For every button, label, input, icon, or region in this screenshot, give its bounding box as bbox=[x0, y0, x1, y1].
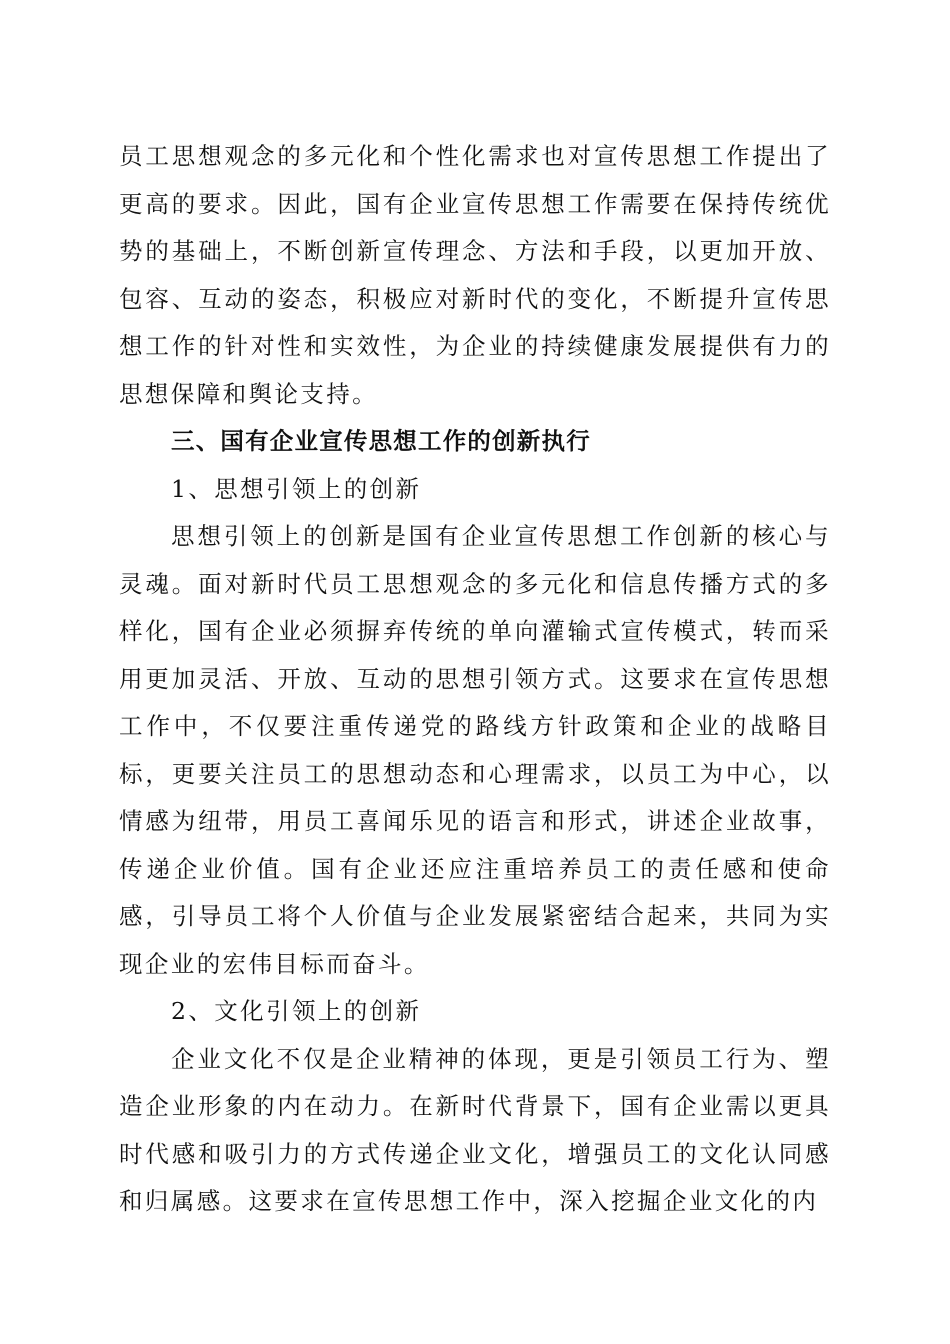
document-page bbox=[119, 133, 831, 1226]
subsection-heading-2: 2、文化引领上的创新 bbox=[171, 997, 422, 1025]
body-paragraph-1: 员工思想观念的多元化和个性化需求也对宣传思想工作提出了更高的要求。因此，国有企业宣传思想工作需要在保持传统优势的基础上，不断创新宣传理念、方法和手段，以更加开放、包容、互动的姿态，积极应对新时代的变化，不断提升宣传思想工作的针对性和实效性，为企业的持续健康发展提供有力的思想保障和舆论支持。 bbox=[119, 142, 831, 408]
subsection-heading-1: 1、思想引领上的创新 bbox=[171, 474, 422, 503]
body-paragraph-2: 思想引领上的创新是国有企业宣传思想工作创新的核心与灵魂。面对新时代员工思想观念的多元化和信息传播方式的多样化，国有企业必须摒弃传统的单向灌输式宣传模式，转而采用更加灵活、开放、互动的思想引领方式。这要求在宣传思想工作中，不仅要注重传递党的路线方针政策和企业的战略目标，更要关注员工的思想动态和心理需求，以员工为中心，以情感为纽带，用员工喜闻乐见的语言和形式，讲述企业故事，传递企业价值。国有企业还应注重培养员工的责任感和使命感，引导员工将个人价值与企业发展紧密结合起来，共同为实现企业的宏伟目标而奋斗。 bbox=[119, 522, 831, 978]
section-heading-3: 三、国有企业宣传思想工作的创新执行 bbox=[171, 427, 591, 455]
body-paragraph-3: 企业文化不仅是企业精神的体现，更是引领员工行为、塑造企业形象的内在动力。在新时代背景下，国有企业需以更具时代感和吸引力的方式传递企业文化，增强员工的文化认同感和归属感。这要求在宣传思想工作中，深入挖掘企业文化的内 bbox=[119, 1044, 831, 1215]
